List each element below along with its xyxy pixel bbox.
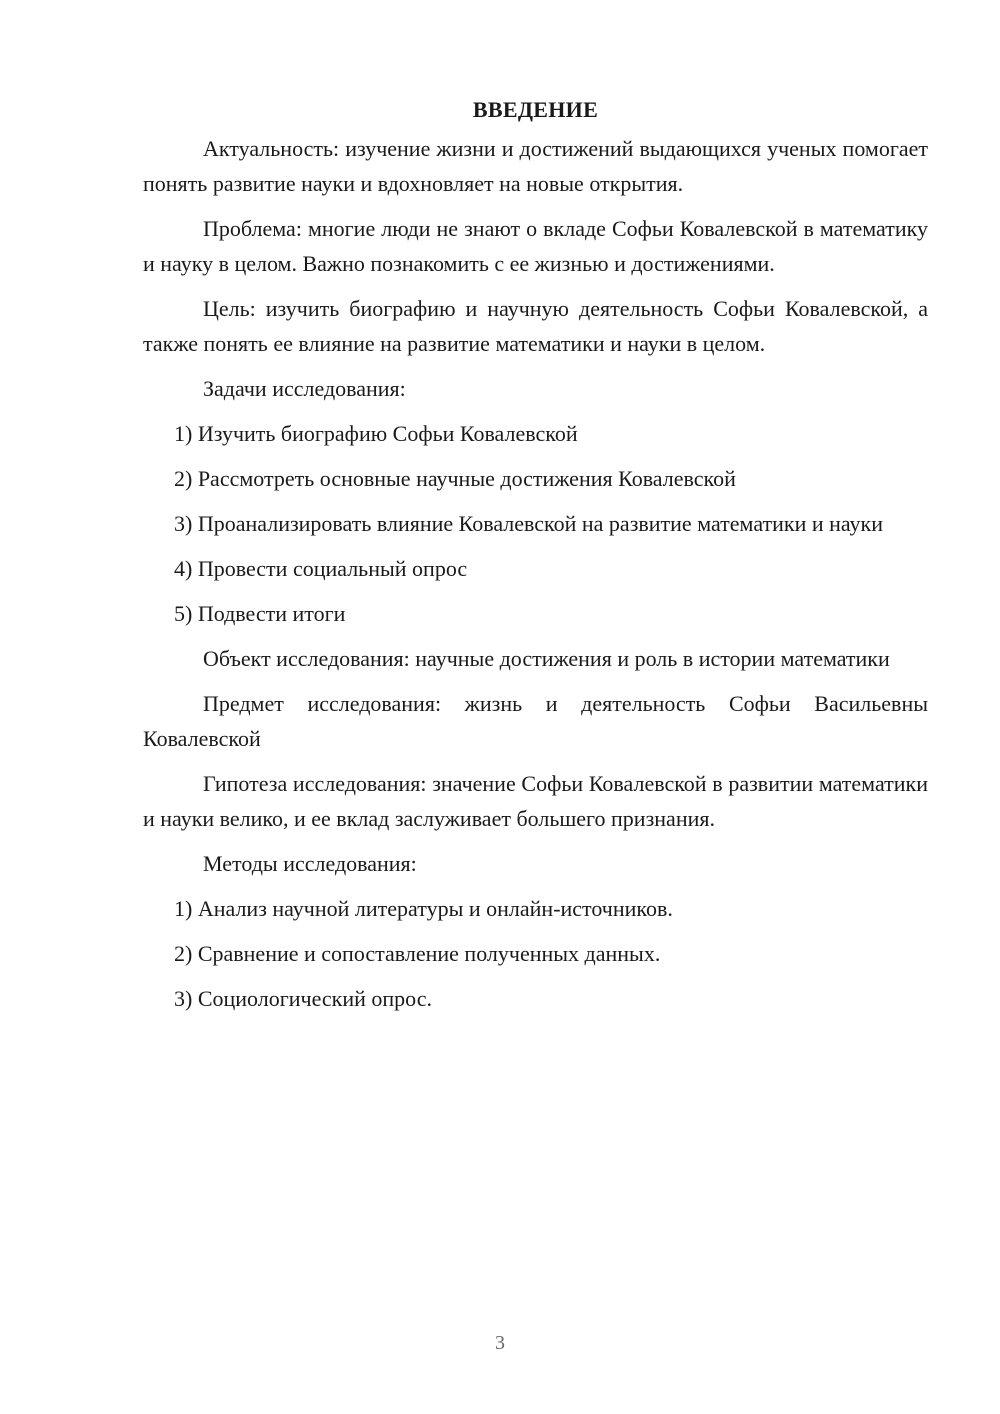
method-item: 1) Анализ научной литературы и онлайн-источников. bbox=[174, 896, 673, 921]
task-item: 5) Подвести итоги bbox=[174, 601, 346, 626]
tasks-heading: Задачи исследования: bbox=[203, 376, 406, 401]
task-item: 4) Провести социальный опрос bbox=[174, 556, 468, 581]
object-paragraph: Объект исследования: научные достижения и роль в истории математики bbox=[203, 646, 890, 671]
subject-paragraph: Предмет исследования: жизнь и деятельность Софьи Васильевны Ковалевской bbox=[143, 691, 928, 751]
goal-paragraph: Цель: изучить биографию и научную деятельность Софьи Ковалевской, а также понять ее влияние на развитие математики и науки в целом. bbox=[143, 296, 928, 356]
method-item: 2) Сравнение и сопоставление полученных данных. bbox=[174, 941, 661, 966]
page-number: 3 bbox=[495, 1332, 505, 1354]
page-title: ВВЕДЕНИЕ bbox=[472, 97, 599, 122]
relevance-paragraph: Актуальность: изучение жизни и достижений выдающихся ученых помогает понять развитие науки и вдохновляет на новые открытия. bbox=[143, 136, 928, 196]
task-item: 1) Изучить биографию Софьи Ковалевской bbox=[174, 421, 578, 446]
problem-paragraph: Проблема: многие люди не знают о вкладе Софьи Ковалевской в математику и науку в целом. Важно познакомить с ее жизнью и достижениями. bbox=[143, 216, 928, 276]
hypothesis-paragraph: Гипотеза исследования: значение Софьи Ковалевской в развитии математики и науки велико, и ее вклад заслуживает большего признания. bbox=[143, 771, 928, 831]
methods-heading: Методы исследования: bbox=[203, 851, 417, 876]
method-item: 3) Социологический опрос. bbox=[174, 986, 432, 1011]
document-page bbox=[143, 92, 928, 1026]
task-item: 2) Рассмотреть основные научные достижения Ковалевской bbox=[174, 466, 736, 491]
task-item: 3) Проанализировать влияние Ковалевской на развитие математики и науки bbox=[174, 511, 884, 536]
